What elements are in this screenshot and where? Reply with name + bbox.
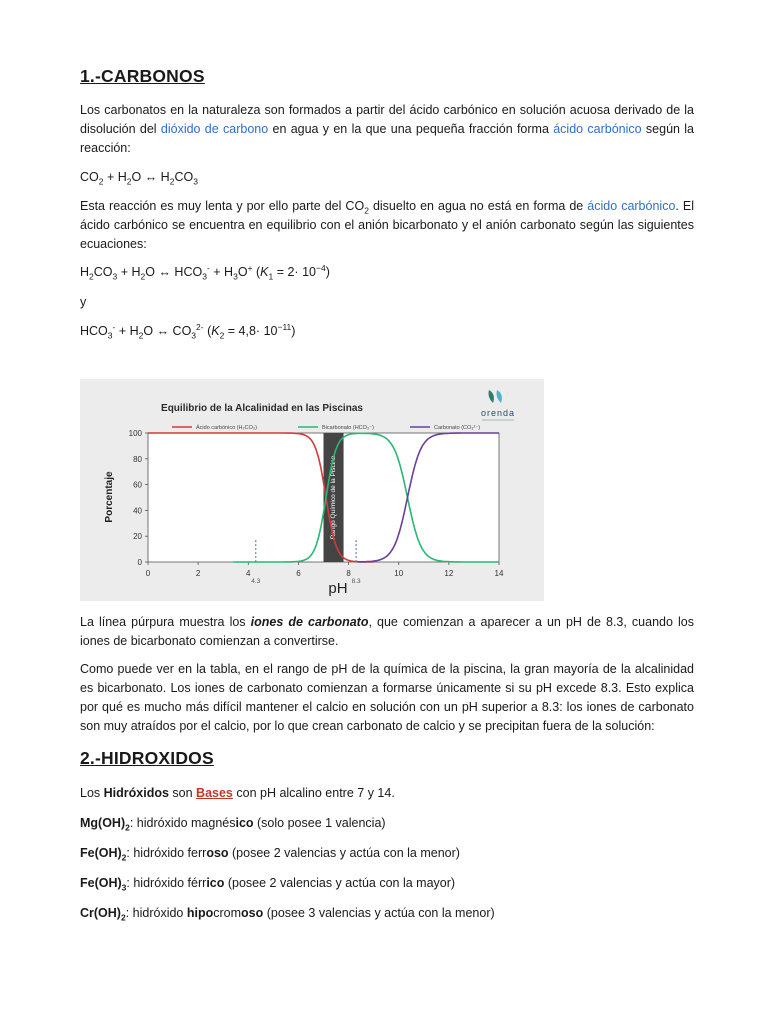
text-run: crom (213, 906, 242, 920)
ph-marker-label: 4.3 (251, 578, 261, 585)
text-run: . El ácido carbónico se encuentra en equilibrio con el anión bicarbonato y el anión carbonato según las siguientes ecuaciones: (80, 199, 695, 251)
text-run: (solo posee 1 valencia) (253, 816, 386, 830)
eq-sup: −4 (315, 262, 326, 273)
link-acido-carbonico[interactable]: ácido carbónico (553, 122, 642, 136)
y-tick-label: 0 (137, 558, 142, 567)
x-tick-label: 6 (296, 569, 301, 578)
x-tick-label: 8 (346, 569, 351, 578)
section-title-hidroxidos: 2.-HIDROXIDOS (80, 748, 214, 768)
x-tick-label: 0 (145, 569, 151, 578)
eq-part: ) (291, 324, 296, 338)
band-label: Rango Químico de la Piscina (330, 455, 338, 540)
eq-sub: 2 (140, 271, 146, 282)
text-run: son (168, 786, 197, 800)
eq-part: + H (103, 170, 127, 184)
paragraph-carbonatos (80, 101, 694, 158)
logo-leaf (489, 390, 494, 403)
text-bold: hipo (186, 906, 214, 920)
logo-wordmark: orenda (480, 408, 516, 418)
eq-part: O (237, 265, 248, 279)
x-tick-label: 14 (494, 569, 504, 578)
text-run: (posee 2 valencias y actúa con la menor) (228, 846, 460, 860)
eq-sup: + (247, 262, 253, 273)
eq-sub: 3 (107, 330, 113, 341)
eq-sup: 2- (196, 321, 204, 332)
text-run: : hidróxido férr (126, 876, 207, 890)
hydroxide-sub: 2 (120, 912, 126, 923)
text-run: en agua y en la que una pequeña fracción forma (268, 122, 554, 136)
logo-leaf (497, 390, 502, 403)
eq-part: + H (209, 265, 234, 279)
text-run: : hidróxido (125, 906, 187, 920)
x-tick-label: 2 (195, 569, 201, 578)
paragraph-rango-ph: Como puede ver en la tabla, en el rango de pH de la química de la piscina, la gran mayoría de la alcalinidad es bicarbonato. Los iones de carbonato comienzan a formarse únicamente si su pH excede 8.3. Esto explica por qué es mucho más difícil mantener el calcio en solución con un pH superior a 8.3: los iones de carbonato son muy atraídos por el calcio, por lo que crean carbonato de calcio y se precipitan fuera de la solución: (80, 662, 694, 733)
eq-sup: −11 (277, 321, 292, 332)
paragraph-reaccion (80, 197, 694, 254)
hydroxide-sub: 2 (125, 822, 130, 833)
text-bold: oso (206, 846, 229, 860)
eq-part: H (80, 265, 90, 279)
eq-part: O ↔ H (131, 170, 170, 184)
equation-h2co3 (80, 263, 330, 282)
eq-k: K (260, 265, 269, 279)
eq-part: = 2· 10 (273, 265, 316, 279)
eq-sub: 2 (138, 330, 144, 341)
eq-sup: - (112, 321, 116, 332)
text-run: (posee 2 valencias y actúa con la mayor) (224, 876, 456, 890)
y-tick-label: 60 (133, 480, 142, 490)
x-tick-label: 4 (246, 569, 251, 578)
text-run: La línea púrpura muestra los (80, 615, 251, 629)
eq-part: = 4,8· 10 (224, 324, 278, 338)
x-axis-label: pH (328, 580, 348, 597)
equation-co2-h2o (80, 168, 198, 187)
text-emphasis: iones de carbonato (250, 615, 369, 629)
hydroxide-formula: Fe(OH) (80, 876, 122, 890)
y-axis-label: Porcentaje (104, 471, 115, 523)
eq-sub: 1 (268, 271, 274, 282)
hydroxide-item (80, 874, 455, 893)
logo-leaf (505, 390, 509, 403)
x-tick-label: 12 (444, 569, 454, 578)
text-run: (posee 3 valencias y actúa con la menor) (263, 906, 495, 920)
link-bases[interactable]: Bases (196, 786, 233, 800)
text-bold: ico (206, 876, 225, 890)
text-sub: 2 (364, 205, 369, 216)
equation-hco3 (80, 322, 295, 341)
eq-part: CO (80, 170, 99, 184)
text-run: Los carbonatos en la naturaleza son formados a partir del ácido carbónico en solución acuosa derivado de la disolución del (80, 103, 694, 136)
eq-sub: 2 (98, 176, 104, 187)
text-run: según la reacción: (80, 122, 695, 155)
hydroxide-formula: Fe(OH) (80, 846, 122, 860)
y-tick-label: 100 (128, 429, 142, 438)
legend-label: Ácido carbónico (H₂CO₃) (196, 425, 257, 431)
eq-part: CO (174, 170, 194, 184)
alkalinity-chart (80, 379, 544, 601)
text-run: , que comienzan a aparecer a un pH de 8.3, cuando los iones de bicarbonato comienzan a convertirse. (80, 615, 695, 648)
eq-part: ) (325, 265, 330, 279)
text-run: : hidróxido ferr (126, 846, 207, 860)
eq-part: HCO (80, 324, 108, 338)
legend-label: Carbonato (CO₃²⁻) (434, 425, 481, 431)
eq-part: ( (203, 324, 212, 338)
y-tick-label: 80 (133, 454, 142, 464)
connector-y: y (80, 295, 87, 309)
eq-sub: 2 (219, 330, 225, 341)
hydroxide-item (80, 904, 495, 923)
link-dioxido-de-carbono[interactable]: dióxido de carbono (160, 122, 269, 136)
text-bold: ico (235, 816, 254, 830)
eq-sup: - (206, 262, 210, 273)
hydroxide-sub: 3 (121, 882, 127, 893)
eq-part: + H (115, 324, 139, 338)
eq-part: ( (252, 265, 261, 279)
paragraph-linea-purpura (80, 613, 694, 651)
eq-sub: 3 (191, 330, 197, 341)
text-run: : hidróxido magnés (129, 816, 236, 830)
text-run: con pH alcalino entre 7 y 14. (232, 786, 395, 800)
eq-part: O ↔ CO (143, 324, 192, 338)
eq-part: CO (93, 265, 113, 279)
hydroxide-item (80, 844, 460, 863)
hydroxide-formula: Mg(OH) (80, 816, 126, 830)
eq-part: + H (117, 265, 141, 279)
paragraph-hidroxidos (80, 784, 395, 803)
text-run: disuelto en agua no está en forma de (368, 199, 588, 213)
hydroxide-formula: Cr(OH) (80, 906, 121, 920)
eq-sub: 3 (202, 271, 207, 282)
eq-sub: 3 (233, 271, 238, 282)
alkalinity-chart-figure (80, 379, 544, 601)
eq-sub: 2 (169, 176, 175, 187)
text-run: Esta reacción es muy lenta y por ello parte del CO (80, 199, 365, 213)
legend-label: Bicarbonato (HCO₃⁻) (322, 425, 374, 431)
y-tick-label: 20 (133, 532, 142, 542)
x-tick-label: 10 (394, 569, 404, 578)
eq-sub: 2 (126, 176, 132, 187)
text-bold: Hidróxidos (103, 786, 169, 800)
hydroxide-sub: 2 (121, 852, 127, 863)
hydroxide-item (80, 814, 386, 833)
eq-k: K (211, 324, 220, 338)
chart-title: Equilibrio de la Alcalinidad en las Piscinas (161, 403, 363, 414)
link-acido-carbonico-2[interactable]: ácido carbónico (587, 199, 676, 213)
text-run: Los (80, 786, 104, 800)
section-title-carbonos: 1.-CARBONOS (80, 66, 205, 86)
eq-sub: 3 (112, 271, 118, 282)
text-bold: oso (241, 906, 264, 920)
eq-sub: 2 (89, 271, 94, 282)
ph-marker-label: 8.3 (351, 578, 361, 585)
eq-part: O ↔ HCO (145, 265, 203, 279)
orenda-logo (489, 390, 510, 403)
eq-sub: 3 (193, 176, 198, 187)
y-tick-label: 40 (133, 506, 142, 516)
